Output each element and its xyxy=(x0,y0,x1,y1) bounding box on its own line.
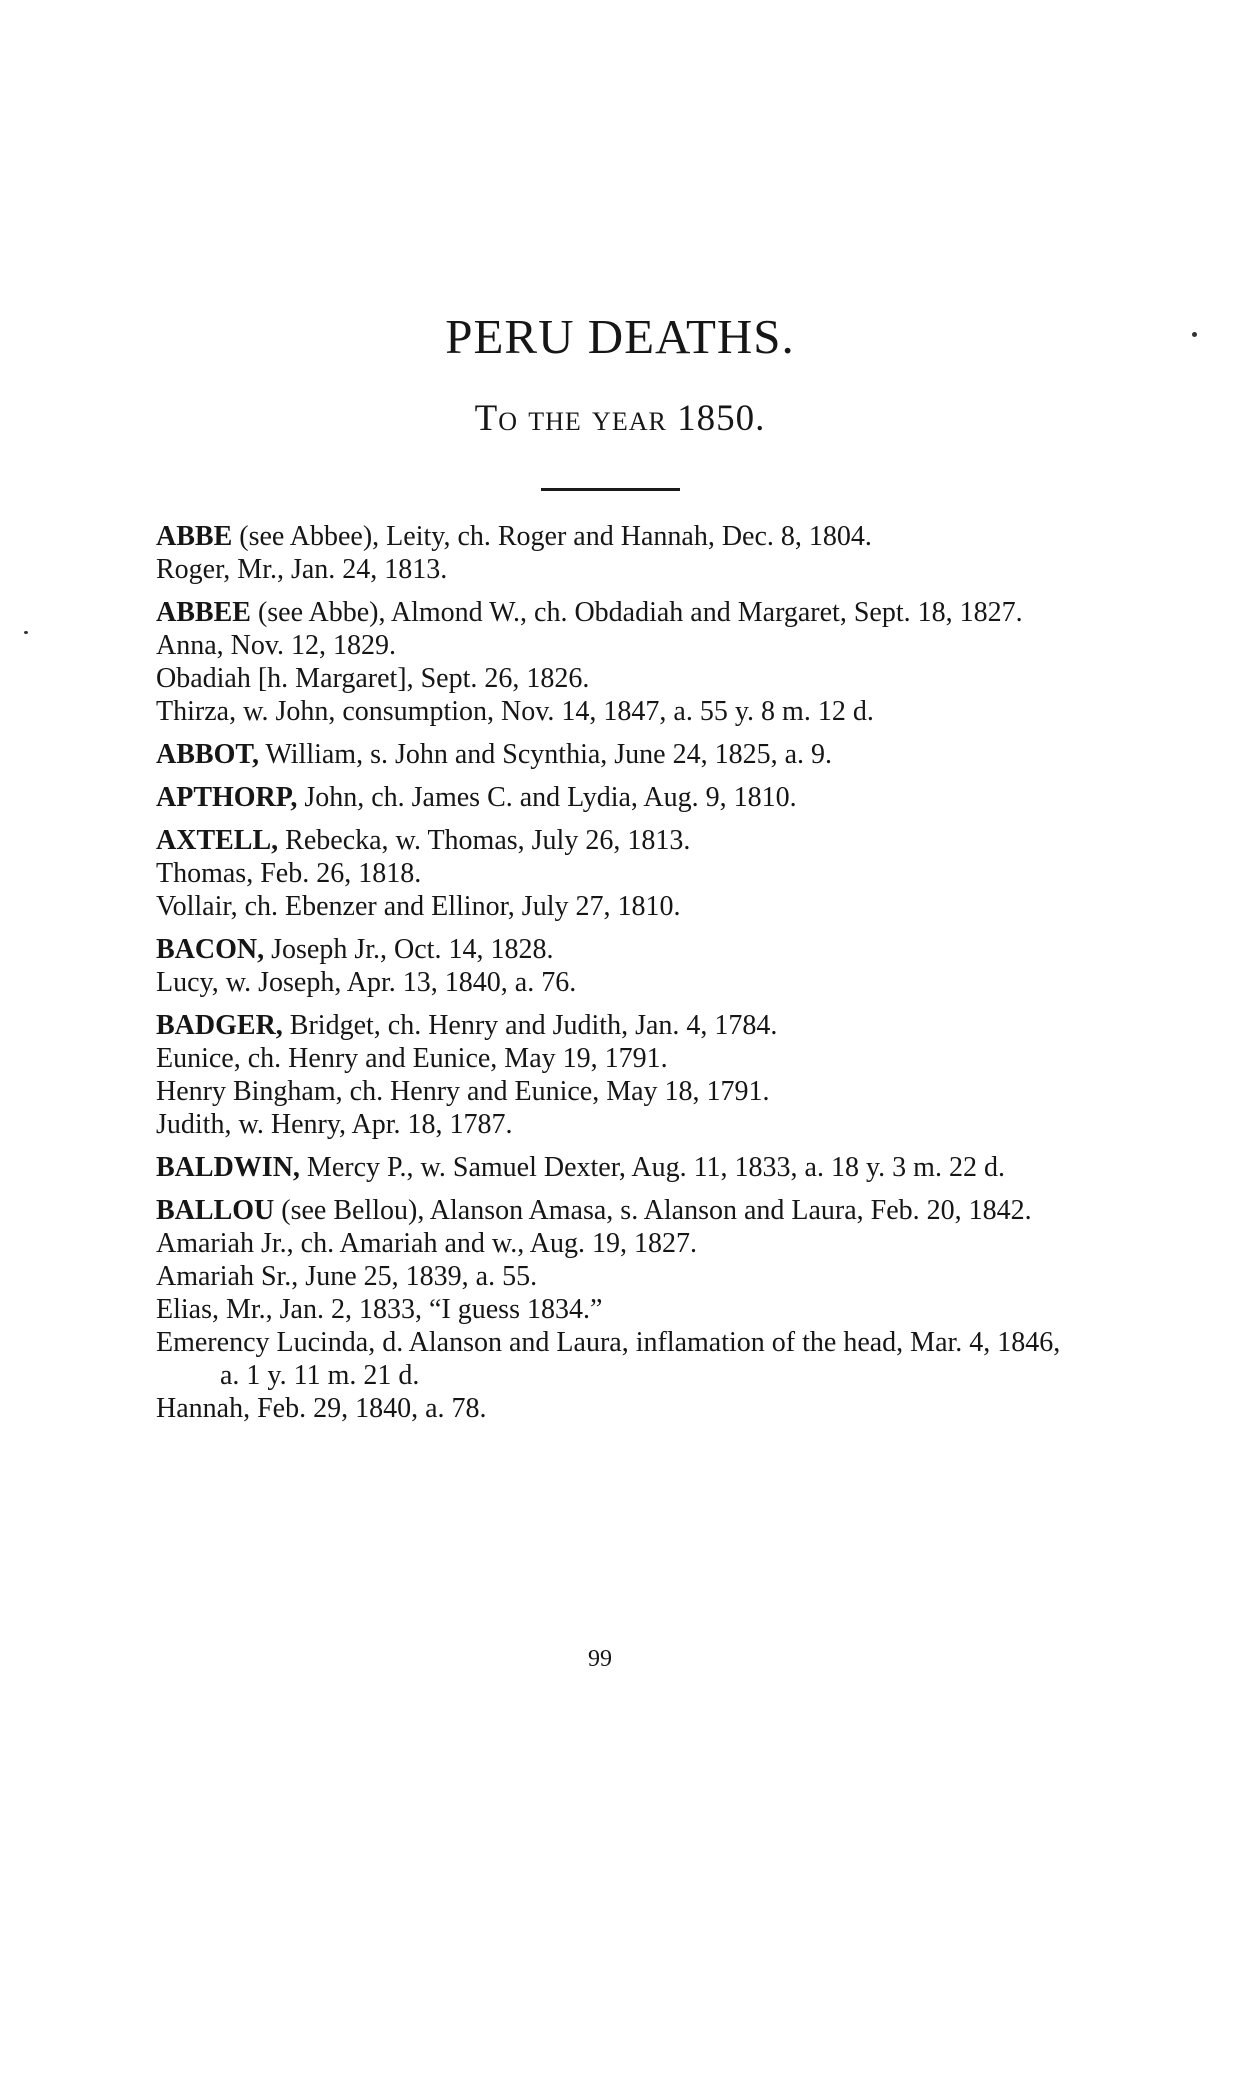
record-line xyxy=(156,1009,1068,1042)
record-line xyxy=(156,781,1068,814)
surname: ABBEE xyxy=(156,597,251,628)
surname: BALLOU xyxy=(156,1195,275,1226)
record-line xyxy=(156,824,1068,857)
surname: APTHORP, xyxy=(156,782,298,813)
record-line xyxy=(156,520,1068,553)
record-text: Rebecka, w. Thomas, July 26, 1813. xyxy=(278,825,691,856)
record-line: Eunice, ch. Henry and Eunice, May 19, 1791. xyxy=(156,1043,668,1074)
record-line xyxy=(156,596,1068,629)
record-text: Bridget, ch. Henry and Judith, Jan. 4, 1784. xyxy=(282,1010,778,1041)
record-text: (see Abbee), Leity, ch. Roger and Hannah, Dec. 8, 1804. xyxy=(232,521,872,552)
surname: AXTELL, xyxy=(156,825,279,856)
page-subtitle: To the year 1850. xyxy=(474,398,766,439)
family-entry xyxy=(156,1194,1068,1425)
record-line: Emerency Lucinda, d. Alanson and Laura, inflamation of the head, Mar. 4, 1846, a. 1 y. 11 m. 21 d. xyxy=(156,1327,1061,1391)
record-text: Joseph Jr., Oct. 14, 1828. xyxy=(264,934,554,965)
record-line: Thomas, Feb. 26, 1818. xyxy=(156,858,422,889)
family-entry xyxy=(156,596,1068,728)
record-line: Obadiah [h. Margaret], Sept. 26, 1826. xyxy=(156,663,590,694)
margin-speck-icon xyxy=(24,631,28,634)
death-record-list xyxy=(156,520,1068,1435)
record-line: Lucy, w. Joseph, Apr. 13, 1840, a. 76. xyxy=(156,967,577,998)
record-line: Thirza, w. John, consumption, Nov. 14, 1847, a. 55 y. 8 m. 12 d. xyxy=(156,696,874,727)
family-entry xyxy=(156,520,1068,586)
record-line xyxy=(156,1151,1068,1184)
record-line: Elias, Mr., Jan. 2, 1833, “I guess 1834.” xyxy=(156,1294,603,1325)
record-text: Mercy P., w. Samuel Dexter, Aug. 11, 1833, a. 18 y. 3 m. 22 d. xyxy=(299,1152,1005,1183)
surname: BACON, xyxy=(156,934,265,965)
family-entry xyxy=(156,824,1068,923)
surname: BADGER, xyxy=(156,1010,283,1041)
family-entry xyxy=(156,738,1068,771)
page-number: 99 xyxy=(588,1646,612,1672)
record-text: (see Bellou), Alanson Amasa, s. Alanson and Laura, Feb. 20, 1842. xyxy=(274,1195,1032,1226)
family-entry xyxy=(156,781,1068,814)
surname: ABBOT, xyxy=(156,739,259,770)
page-title: PERU DEATHS. xyxy=(445,309,795,364)
record-line: Henry Bingham, ch. Henry and Eunice, May 18, 1791. xyxy=(156,1076,770,1107)
family-entry xyxy=(156,1151,1068,1184)
surname: ABBE xyxy=(156,521,233,552)
record-text: William, s. John and Scynthia, June 24, 1825, a. 9. xyxy=(258,739,833,770)
record-line: Vollair, ch. Ebenzer and Ellinor, July 27, 1810. xyxy=(156,891,681,922)
record-line: Anna, Nov. 12, 1829. xyxy=(156,630,397,661)
family-entry xyxy=(156,1009,1068,1141)
margin-speck-icon xyxy=(1192,332,1197,337)
record-line xyxy=(156,738,1068,771)
record-line: Hannah, Feb. 29, 1840, a. 78. xyxy=(156,1393,487,1424)
record-line: Amariah Jr., ch. Amariah and w., Aug. 19, 1827. xyxy=(156,1228,697,1259)
record-line xyxy=(156,933,1068,966)
family-entry xyxy=(156,933,1068,999)
title-divider xyxy=(541,488,680,491)
record-text: John, ch. James C. and Lydia, Aug. 9, 1810. xyxy=(297,782,797,813)
record-line: Roger, Mr., Jan. 24, 1813. xyxy=(156,554,448,585)
record-line: Amariah Sr., June 25, 1839, a. 55. xyxy=(156,1261,538,1292)
surname: BALDWIN, xyxy=(156,1152,300,1183)
record-text: (see Abbe), Almond W., ch. Obdadiah and Margaret, Sept. 18, 1827. xyxy=(250,597,1023,628)
record-line xyxy=(156,1194,1068,1227)
record-line: Judith, w. Henry, Apr. 18, 1787. xyxy=(156,1109,513,1140)
